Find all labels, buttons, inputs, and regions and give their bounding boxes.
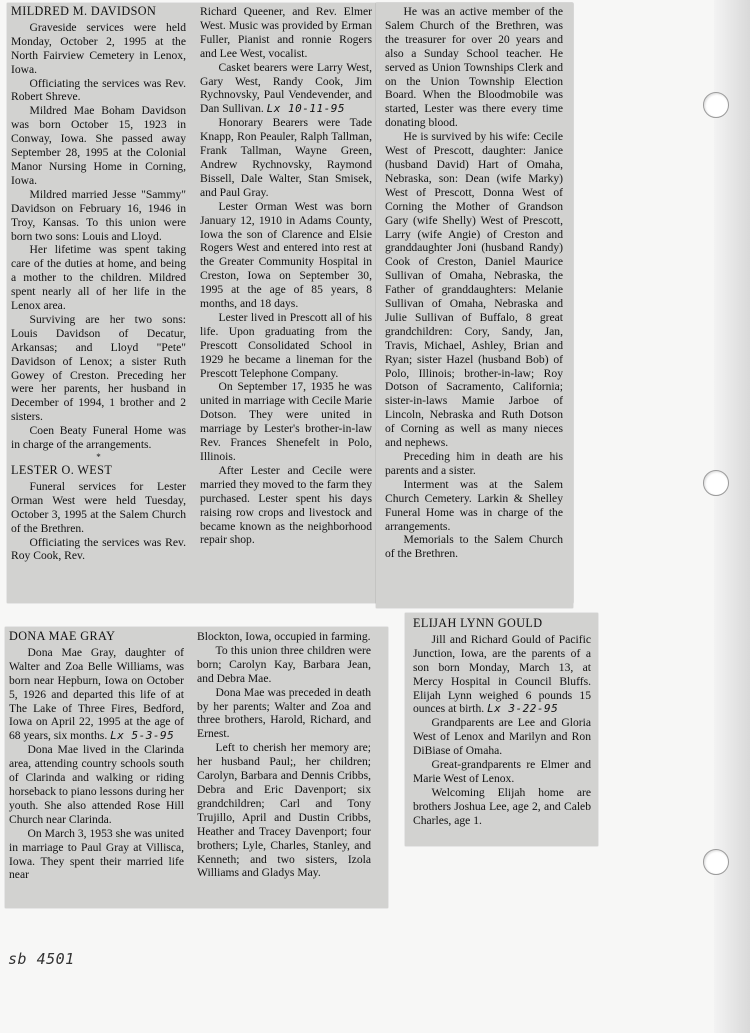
handwritten-date: Lx 10-11-95 xyxy=(266,102,346,116)
davidson-paragraph: Coen Beaty Funeral Home was in charge of the arrangements. xyxy=(11,424,186,452)
west-paragraph: Memorials to the Salem Church of the Brethren. xyxy=(385,533,563,561)
page-label: sb 4501 xyxy=(8,950,75,968)
binder-hole xyxy=(703,849,729,875)
davidson-paragraph: Graveside services were held Monday, October 2, 1995 at the North Fairview Cemetery in Lenox, Iowa. xyxy=(11,20,186,76)
gray-column-2 xyxy=(197,630,371,880)
west-paragraph: Preceding him in death are his parents and a sister. xyxy=(385,450,563,477)
gray-column-1 xyxy=(9,630,184,882)
davidson-column xyxy=(11,5,186,563)
davidson-paragraph: Mildred married Jesse "Sammy" Davidson on February 16, 1946 in Troy, Kansas. To this union were born two sons: Louis and Lloyd. xyxy=(11,187,186,243)
west-paragraph: Lester Orman West was born January 12, 1910 in Adams County, Iowa the son of Clarence and Elsie Rogers West and entered into rest at the Greater Community Hospital in Creston, Iowa on September 30, 1995 at the age of 85 years, 8 months, and 18 days. xyxy=(200,199,372,311)
heading-gray: DONA MAE GRAY xyxy=(9,629,116,643)
west-paragraph: Funeral services for Lester Orman West were held Tuesday, October 3, 1995 at the Salem Church of the Brethren. xyxy=(11,479,186,535)
handwritten-date: Lx 3-22-95 xyxy=(487,702,559,716)
gould-paragraph: Grandparents are Lee and Gloria West of Lenox and Marilyn and Ron DiBiase of Omaha. xyxy=(413,716,591,758)
davidson-paragraph: Officiating the services was Rev. Robert Shreve. xyxy=(11,76,186,104)
gray-paragraph: Left to cherish her memory are; her husband Paul;, her children; Carolyn, Barbara and Dennis Cribbs, Debra and Eric Davenport; six grandchildren; Carl and Tony Trujillo, April and Dustin Cribbs, Heather and Tracey Davenport; four brothers; Lyle, Charles, Stanley, and Kenneth; and two sisters, Izola Williams and Gladys May. xyxy=(197,741,371,880)
gould-paragraph: Great-grandparents re Elmer and Marie West of Lenox. xyxy=(413,758,591,785)
handwritten-date: Lx 5-3-95 xyxy=(110,729,175,743)
davidson-paragraph: Mildred Mae Boham Davidson was born October 15, 1923 in Conway, Iowa. She passed away September 28, 1995 at the Colonial Manor Nursing Home in Corning, Iowa. xyxy=(11,104,186,187)
heading-gould: ELIJAH LYNN GOULD xyxy=(413,616,543,630)
gray-paragraph: To this union three children were born; Carolyn Kay, Barbara Jean, and Debra Mae. xyxy=(197,643,371,685)
davidson-paragraph: Her lifetime was spent taking care of the duties at home, and being a mother to the children. Mildred spent nearly all of her life in the Lenox area. xyxy=(11,243,186,313)
gray-paragraph: Blockton, Iowa, occupied in farming. xyxy=(197,630,371,643)
page-edge-shadow xyxy=(714,0,750,1033)
west-paragraph: Richard Queener, and Rev. Elmer West. Music was provided by Erman Fuller, Pianist and ronnie Rogers and Lee West, vocalist. xyxy=(200,5,372,60)
west-paragraph: Interment was at the Salem Church Cemetery. Larkin & Shelley Funeral Home was in charge of the arrangements. xyxy=(385,477,563,533)
west-paragraph: After Lester and Cecile were married they moved to the farm they purchased. Lester spent his days raising row crops and livestock and became known as the neighborhood repair shop. xyxy=(200,463,372,547)
west-paragraph: On September 17, 1935 he was united in marriage with Cecile Marie Dotson. They were united in marriage by Lester's brother-in-law Rev. Frances Shenefelt in Polo, Illinois. xyxy=(200,380,372,463)
gray-paragraph: Dona Mae lived in the Clarinda area, attending country schools south of Clarinda and walking or riding horseback to piano lessons during her youth. She also attended Rose Hill Church near Clarinda. xyxy=(9,743,184,826)
west-paragraph: Lester lived in Prescott all of his life. Upon graduating from the Prescott Consolidated School in 1929 he became a lineman for the Prescott Telephone Company. xyxy=(200,310,372,380)
gray-paragraph: On March 3, 1953 she was united in marriage to Paul Gray at Villisca, Iowa. They spent their married life near xyxy=(9,826,184,882)
binder-hole xyxy=(703,92,729,118)
bearers-text: Casket bearers were Larry West, Gary West, Randy Cook, Jim Rychnovsky, Paul Vendevender, and Dan Sullivan. xyxy=(200,60,372,116)
west-paragraph: He was an active member of the Salem Church of the Brethren, was the treasurer for over 20 years and also a Sunday School teacher. He served as Union Townships Clerk and on the Union Township Election Board. When the Bloodmobile was started, Lester was there every time donating blood. xyxy=(385,5,563,130)
gould-lead-text: Jill and Richard Gould of Pacific Junction, Iowa, are the parents of a son born Monday, March 13, at Mercy Hospital in Council Bluffs. Elijah Lynn weighed 6 pounds 15 ounces at birth. xyxy=(413,632,591,716)
gray-paragraph: Dona Mae was preceded in death by her parents; Walter and Zoa and three brothers, Harold, Richard, and Ernest. xyxy=(197,685,371,741)
heading-west: LESTER O. WEST xyxy=(11,463,113,477)
west-paragraph: He is survived by his wife: Cecile West of Prescott, daughter: Janice (husband David) Hart of Omaha, Nebraska, son: Dean (wife Marky) West of Prescott, Donna West of Corning the Mother of Grandson Gary (wife Shelly) West of Prescott, Larry (wife Angie) of Creston and granddaughter Joni (husband Randy) Cook of Creston, Daniel Maurice Sullivan of Omaha, Nebraska, the Father of granddaughters: Melanie Sullivan of Omaha, Nebraska and Julie Sullivan of Buffalo, 8 great grandchildren: Cory, Sandy, Jan, Travis, Michael, Ashley, Brian and Ryan; sister Hazel (husband Bob) of Polo, Illinois; brother-in-law; Roy Dotson of Sacramento, California; sister-in-laws Mamie Jarboe of Lincoln, Nebraska and Ruth Dotson of Corning as well as many nieces and nephews. xyxy=(385,130,563,450)
west-paragraph: Honorary Bearers were Tade Knapp, Ron Peauler, Ralph Tallman, Frank Tallman, Wayne Green, Andrew Rychnovsky, Raymond Bissell, Dale Walter, Stan Smisek, and Paul Gray. xyxy=(200,116,372,199)
gray-lead-text: Dona Mae Gray, daughter of Walter and Zoa Belle Williams, was born near Hepburn, Iowa on October 5, 1926 and departed this life of at The Lake of Three Fires, Bedford, Iowa on April 22, 1995 at the age of 68 years, six months. xyxy=(9,645,184,743)
heading-davidson: MILDRED M. DAVIDSON xyxy=(11,4,157,18)
west-column-3 xyxy=(385,5,563,561)
west-paragraph: Officiating the services was Rev. Roy Cook, Rev. xyxy=(11,535,186,563)
binder-hole xyxy=(703,470,729,496)
gould-column xyxy=(413,617,591,828)
davidson-paragraph: Surviving are her two sons: Louis Davidson of Decatur, Arkansas; and Lloyd "Pete" Davidson of Lenox; a sister Ruth Gowey of Creston. Preceding her were her parents, her husband in December of 1994, 1 brother and 2 sisters. xyxy=(11,312,186,424)
separator-asterisk: * xyxy=(96,452,101,462)
west-column-2 xyxy=(200,5,372,547)
gray-paragraph xyxy=(9,646,184,743)
west-paragraph xyxy=(200,61,372,117)
gould-paragraph xyxy=(413,633,591,716)
gould-paragraph: Welcoming Elijah home are brothers Joshua Lee, age 2, and Caleb Charles, age 1. xyxy=(413,785,591,827)
